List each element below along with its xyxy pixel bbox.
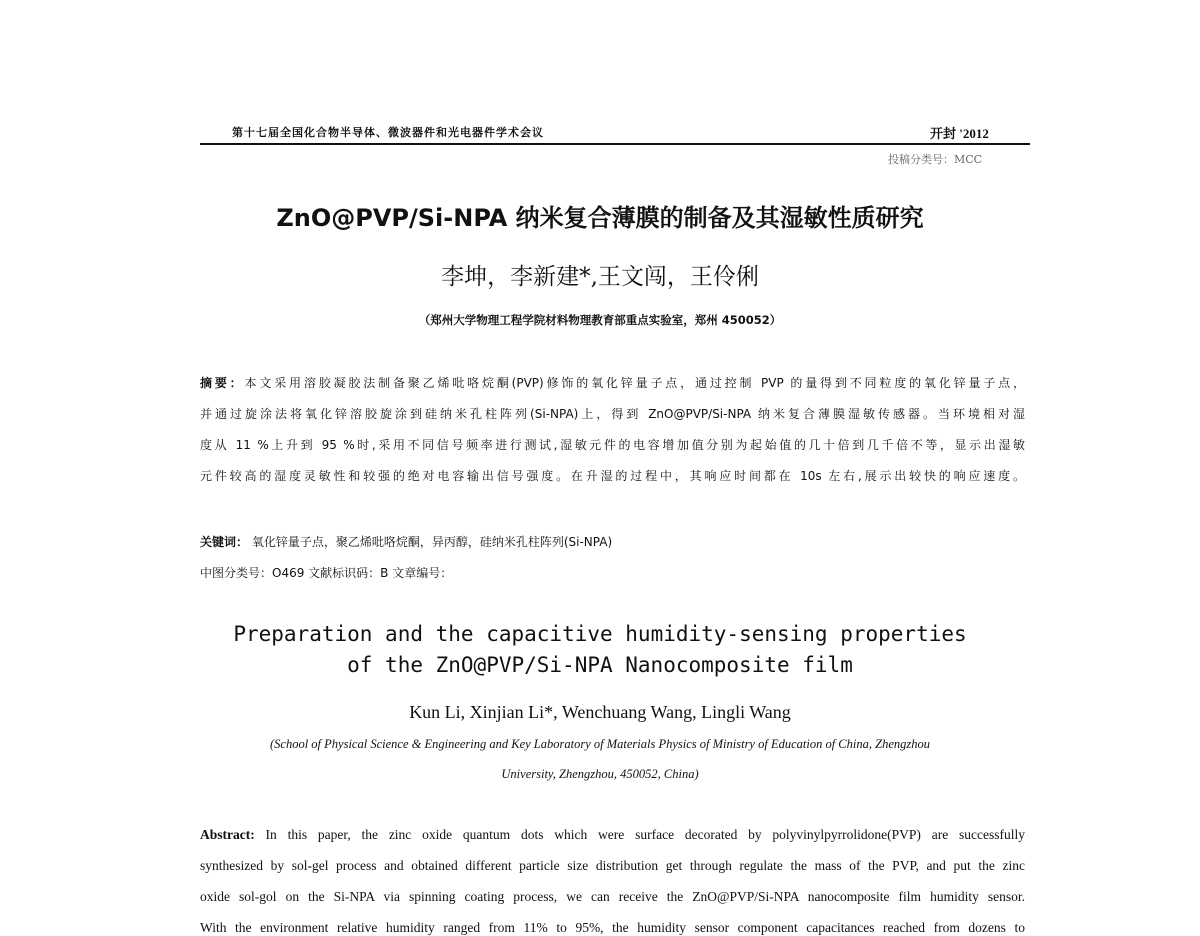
- affiliation-cn: （郑州大学物理工程学院材料物理教育部重点实验室，郑州 450052）: [418, 313, 782, 327]
- authors-cn: 李坤，李新建*,王文闯，王伶俐: [441, 264, 759, 290]
- abstract-en-line: synthesized by sol-gel process and obtained different particle size distribution get through regulate the mass of the PVP, and put the zinc: [200, 858, 1025, 873]
- abstract-cn-line: 度从 11 %上升到 95 %时,采用不同信号频率进行测试,湿敏元件的电容增加值分别为起始值的几十倍到几千倍不等，显示出湿敏: [200, 438, 1025, 452]
- affiliation-en-line-1: (School of Physical Science & Engineering and Key Laboratory of Materials Physics of Ministry of Education of China, Zhengzhou: [270, 737, 930, 751]
- classification-cn: 中图分类号：O469 文献标识码：B 文章编号：: [200, 566, 453, 580]
- abstract-en-line: With the environment relative humidity ranged from 11% to 95%, the humidity sensor component capacitances reached from dozens to: [200, 920, 1025, 935]
- header-rule: [200, 143, 1030, 145]
- affiliation-en-line-2: University, Zhengzhou, 450052, China): [501, 767, 699, 781]
- abstract-en-line: Abstract: In this paper, the zinc oxide quantum dots which were surface decorated by polyvinylpyrrolidone(PVP) are successfully: [200, 827, 1025, 842]
- abstract-en-label: Abstract:: [200, 827, 255, 842]
- paper-title-cn: ZnO@PVP/Si-NPA 纳米复合薄膜的制备及其湿敏性质研究: [276, 204, 924, 232]
- abstract-en-line: oxide sol-gol on the Si-NPA via spinning coating process, we can receive the ZnO@PVP/Si-NPA nanocomposite film humidity sensor.: [200, 889, 1025, 904]
- paper-title-en-line-1: Preparation and the capacitive humidity-sensing properties: [233, 622, 967, 646]
- abstract-cn-line: 元件较高的湿度灵敏性和较强的绝对电容输出信号强度。在升湿的过程中，其响应时间都在 10s 左右,展示出较快的响应速度。: [200, 469, 1025, 483]
- paper-title-en-line-2: of the ZnO@PVP/Si-NPA Nanocomposite film: [347, 653, 853, 677]
- running-header-location-year: 开封 '2012: [930, 126, 989, 141]
- abstract-cn-line: 摘要：本文采用溶胶凝胶法制备聚乙烯吡咯烷酮(PVP)修饰的氧化锌量子点，通过控制 PVP 的量得到不同粒度的氧化锌量子点，: [200, 376, 1025, 390]
- abstract-cn-label: 摘要：: [200, 376, 245, 390]
- authors-en: Kun Li, Xinjian Li*, Wenchuang Wang, Lingli Wang: [409, 702, 791, 722]
- abstract-cn-line: 并通过旋涂法将氧化锌溶胶旋涂到硅纳米孔柱阵列(Si-NPA)上，得到 ZnO@PVP/Si-NPA 纳米复合薄膜湿敏传感器。当环境相对湿: [200, 407, 1025, 421]
- keywords-cn-label: 关键词：: [200, 535, 249, 549]
- running-header-conference: 第十七届全国化合物半导体、微波器件和光电器件学术会议: [232, 126, 544, 139]
- keywords-cn: 关键词： 氧化锌量子点，聚乙烯吡咯烷酮，异丙醇，硅纳米孔柱阵列(Si-NPA): [200, 535, 613, 549]
- classification-note: 投稿分类号：MCC: [888, 153, 983, 166]
